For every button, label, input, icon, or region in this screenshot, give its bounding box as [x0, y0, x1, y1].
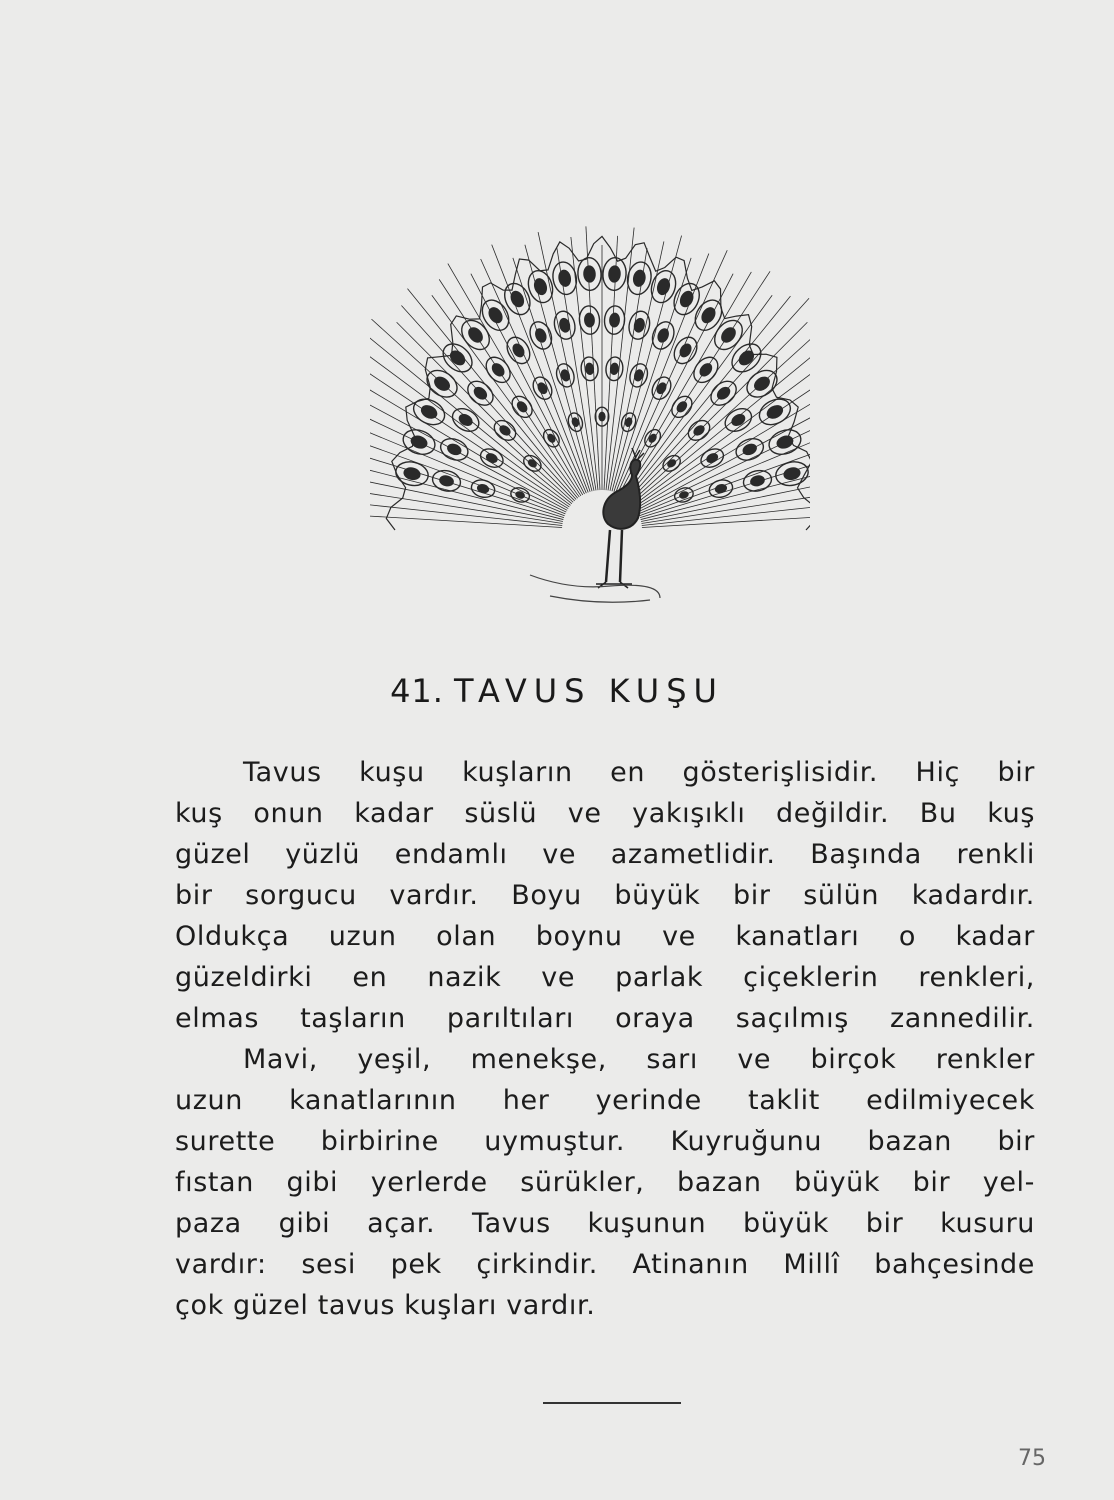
text-line: uzun kanatlarının her yerinde taklit edilmiyecek	[175, 1085, 1035, 1116]
peacock-illustration	[370, 120, 810, 620]
chapter-number: 41.	[390, 672, 444, 710]
text-line: Mavi, yeşil, menekşe, sarı ve birçok renkler	[243, 1044, 1035, 1075]
text-line: güzeldirki en nazik ve parlak çiçeklerin renkleri,	[175, 962, 1035, 993]
text-line: Tavus kuşu kuşların en gösterişlisidir. Hiç bir	[243, 757, 1035, 788]
text-line: surette birbirine uymuştur. Kuyruğunu bazan bir	[175, 1126, 1035, 1157]
chapter-title	[0, 672, 1114, 710]
text-line: çok güzel tavus kuşları vardır.	[175, 1290, 596, 1321]
text-line: paza gibi açar. Tavus kuşunun büyük bir kusuru	[175, 1208, 1035, 1239]
chapter-title-text: TAVUS KUŞU	[453, 672, 724, 710]
end-rule	[543, 1402, 681, 1404]
text-line: Oldukça uzun olan boynu ve kanatları o kadar	[175, 921, 1035, 952]
page-number: 75	[1018, 1446, 1046, 1471]
text-line: elmas taşların parıltıları oraya saçılmış zannedilir.	[175, 1003, 1035, 1034]
text-line: kuş onun kadar süslü ve yakışıklı değildir. Bu kuş	[175, 798, 1035, 829]
text-line: bir sorgucu vardır. Boyu büyük bir sülün kadardır.	[175, 880, 1035, 911]
article-body	[175, 752, 1035, 1326]
text-line: fıstan gibi yerlerde sürükler, bazan büyük bir yel-	[175, 1167, 1035, 1198]
text-line: vardır: sesi pek çirkindir. Atinanın Millî bahçesinde	[175, 1249, 1035, 1280]
text-line: güzel yüzlü endamlı ve azametlidir. Başında renkli	[175, 839, 1035, 870]
